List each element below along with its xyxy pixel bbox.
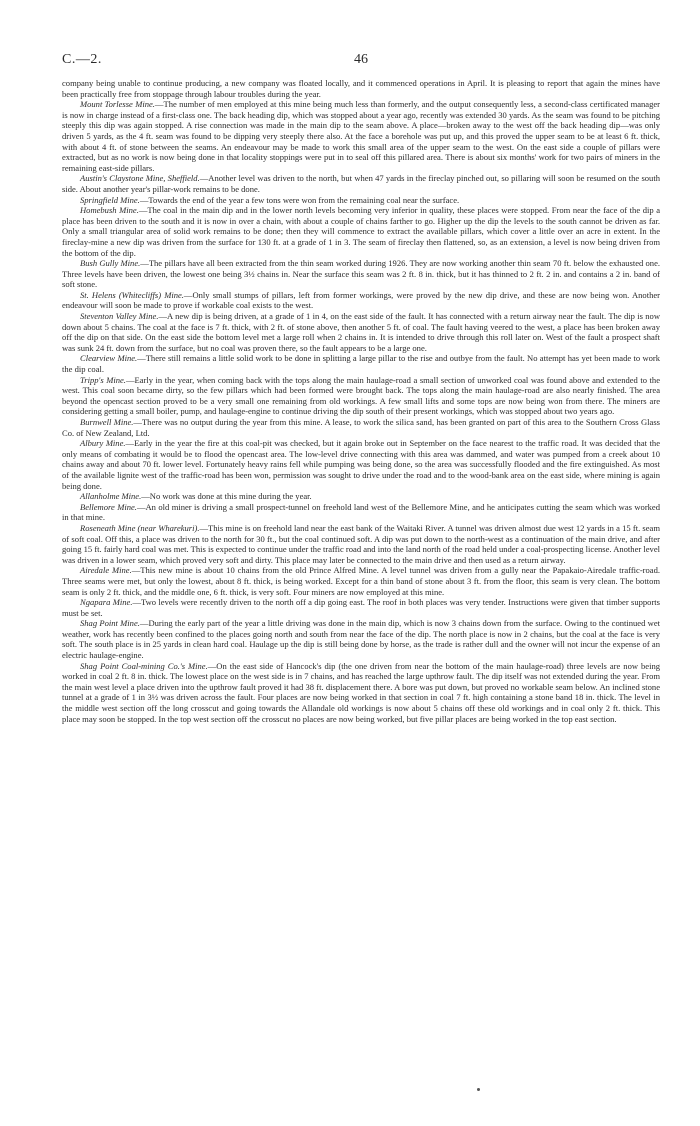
mine-title: Clearview Mine. [80,353,138,364]
paragraph-bush-gully-mine: Bush Gully Mine.—The pillars have all been extracted from the thin seam worked during 1926. They are now working another thin seam 70 ft. below the exhausted one. Three levels have been driven, the lowest one being 3½ chains in. Near the surface this seam was 2 ft. 8 in. thick, but it has thinned to 2 ft. 2 in. and contains a 2 in. band of soft stone. [62,258,661,290]
mine-title: Shag Point Coal-mining Co.'s Mine. [80,660,208,671]
paragraph-allanholme-mine: Allanholme Mine.—No work was done at this mine during the year. [80,491,312,502]
paragraph-shag-point-mine: Shag Point Mine.—During the early part of the year a little driving was done in the main dip, which is now 3 chains down from the surface. Owing to the continued wet weather, work has recently been confined to the places going north and south from near the face of the dip. The north place is now in 2 chains, but the coal at the face is very soft. The south place is in 25 yards in clean hard coal. Haulage up the dip is still being done by horse, as the trade is rather dull and the owner will not incur the expense of an electric haulage-engine. [62,618,660,661]
mine-title: Ngapara Mine. [80,597,133,608]
mine-title: St. Helens (Whitecliffs) Mine. [80,289,184,300]
mine-title: Tripp's Mine. [80,374,126,385]
mine-title: Burnwell Mine. [80,417,134,427]
paragraph-airedale-mine: Airedale Mine.—This new mine is about 10 chains from the old Prince Alfred Mine. A level tunnel was driven from a gully near the Papakaio-Airedale traffic-road. Three seams were met, but only the lowest, about 8 ft. thick, is being worked. Except for a thin band of stone about 3 ft. from the floor, this seam is very clean. The bottom seam is only 2 ft. thick, and the middle one, 6 ft. thick, is very soft. Four miners are now employed at this mine. [62,565,661,597]
mine-title: Roseneath Mine (near Wharekuri). [80,522,200,533]
paragraph-st-helens-mine: St. Helens (Whitecliffs) Mine.—Only small stumps of pillars, left from former workings, were proved by the new dip drive, and these are now being won. Another endeavour will soon be made to prove if workable coal exists to the west. [62,289,660,311]
paragraph-albury-mine: Albury Mine.—Early in the year the fire at this coal-pit was checked, but it again broke out in September on the face nearest to the traffic road. It was decided that the only means of combating it would be to flood the opencast area. The low-level drive connecting with this area was dammed, and water was pumped from a creek about 10 chains away and about 70 ft. lower level. Fortunately heavy rains fell while pumping was being done, so the area was successfully flooded and the fire extinguished. As most of the available lignite west of the traffic-road has been won, permission was sought to drive under the road and to the wood-bank area on the east side, where mining is again being done. [62,438,660,491]
mine-title: Bush Gully Mine. [80,258,141,269]
print-speck [477,1088,480,1091]
mine-title: Steventon Valley Mine. [80,311,159,322]
mine-title: Austin's Claystone Mine, Sheffield. [80,173,200,184]
mine-title: Springfield Mine. [80,194,140,205]
page-number: 46 [354,52,368,67]
paragraph-steventon-valley-mine: Steventon Valley Mine.—A new dip is being driven, at a grade of 1 in 4, on the east side of the fault. It has connected with a return airway near the fault. The dip is now down about 5 chains. The coal at the face is 7 ft. thick, with 2 ft. of stone above, then another 5 ft. of coal. The fault having veered to the west, a place has been broken away off the dip on that side. On the east side the bottom level met a large roll when 2 chains in. It is intended to drive through this roll later on. West of the fault a prospect shaft was sunk 24 ft. down from the surface, but no coal was proven there, so the fault appears to be a large one. [62,311,660,353]
paragraph-tripps-mine: Tripp's Mine.—Early in the year, when coming back with the tops along the main haulage-road a small section of unworked coal was found above and extended to the west. This coal soon became dirty, so the few pillars which had been formed were brought back. The tops along the main haulage-road are also nearly finished. The area beyond the opencast section proved to be a very small one remaining from old workings. A few small lifts and some tops are now being won from there. The miners are considering getting a small boiler, pump, and haulage-engine to continue driving the dip south of their present workings, which was stopped about two years ago. [62,374,660,417]
paragraph-burnwell-mine: Burnwell Mine.—There was no output during the year from this mine. A lease, to work the silica sand, has been granted on part of this area to the Southern Cross Glass Co. of New Zealand, Ltd. [62,417,660,438]
mine-title: Shag Point Mine. [80,618,140,629]
mine-title: Albury Mine. [80,438,126,449]
paragraph-bellemore-mine: Bellemore Mine.—An old miner is driving a small prospect-tunnel on freehold land west of the Bellemore Mine, and he anticipates cutting the seam which was worked in that mine. [62,501,661,523]
parliamentary-paper-ref: C.—2. [62,52,102,67]
mine-title: Bellemore Mine. [80,501,137,512]
mine-title: Homebush Mine. [80,205,139,216]
paragraph-springfield-mine: Springfield Mine.—Towards the end of the year a few tons were won from the remaining coal near the surface. [80,194,460,205]
mine-title: Mount Torlesse Mine. [80,99,155,110]
paragraph-homebush-mine: Homebush Mine.—The coal in the main dip and in the lower north levels becoming very inferior in quality, these places were stopped. From near the face of the dip a place has been driven to the south and it is now in over a chain, with about a couple of chains farther to go. Higher up the dip the levels to the south cannot be driven as far. Only a small triangular area of solid work remains to be done; then they will commence to extract the available pillars, which cover a little over an acre in extent. In the fireclay-mine a new dip was driven from the surface for 130 ft. at a grade of 1 in 3. The seam of fireclay then flattened, so, as an extension, a level is now being driven from the bottom of the dip. [62,205,660,258]
mine-title: Allanholme Mine. [80,491,142,502]
page-header [62,52,660,74]
mine-title: Airedale Mine. [80,565,132,576]
report-body [62,78,660,724]
paragraph-roseneath-mine: Roseneath Mine (near Wharekuri).—This mine is on freehold land near the east bank of the Waitaki River. A tunnel was driven almost due west 12 yards in a 15 ft. seam of soft coal. Off this, a place was driven to the north for 30 ft., but the coal continued soft. A dip was put down to the north-west as a continuation of the main drive, and after going 15 ft. fairly hard coal was met. This is expected to continue under the traffic road and into the land north of the road held under a coal-prospecting license. Another level was driven in a lower seam, which proved very soft and dirty. This place may later be connected to the main drive and then used as a return airway. [62,522,660,565]
paragraph-shag-point-coal-mining-co: Shag Point Coal-mining Co.'s Mine.—On the east side of Hancock's dip (the one driven from near the bottom of the main haulage-road) three levels are now being worked in coal 2 ft. 8 in. thick. The lowest place on the west side is in 7 chains, and has reached the large upthrow fault. The dip itself was not extended during the year. From the main west level a place driven into the upthrow fault proved it had 38 ft. displacement there. A bore was put down, but proved no workable seam below. An inclined stone tunnel at a grade of 1 in 3½ was driven across the fault. Four places are now being worked in that section in coal 7 ft. high containing a stone band 18 in. thick. The level in the middle west section off the long crosscut and going towards the Allandale old workings is now about 5 chains off these old workings and in coal only 2 ft. thick. This place may soon be stopped. In the top west section off the crosscut no places are now being worked, but five pillar places are being worked in the top east section. [62,660,660,724]
paragraph: company being unable to continue producing, a new company was floated locally, and it commenced operations in April. It is pleasing to report that again the mines have been practically free from stoppage through labour troubles during the year. [62,78,660,99]
paragraph-mount-torlesse-mine: Mount Torlesse Mine.—The number of men employed at this mine being much less than formerly, and the output consequently less, a second-class certificated manager is now in charge instead of a first-class one. The back heading dip, which was stopped about a year ago, recently was extended 30 yards. As the seam was found to be pitching steeply this dip was again stopped. A rise connection was made in the main dip to the seam above. A place—broken away to the west off the back heading dip—was only driven 5 yards, as the 4 ft. seam was found to be dipping very steeply there also. At the face a borehole was put up, and this proved the upper seam to be at least 6 ft. thick, with about 4 ft. of stone between the seams. An endeavour may be made to work this small area of the upper seam to the west. On the east side a couple of pillars were extracted, but as no work is now being done in that locality stoppings were put in to seal off this pillared area. There is about six months' work for two pairs of miners in the remaining east-side pillars. [62,99,661,173]
paragraph-austins-claystone-mine: Austin's Claystone Mine, Sheffield.—Another level was driven to the north, but when 47 yards in the fireclay pinched out, so pillaring will soon be resumed on the south side. About another year's pillar-work remains to be done. [62,173,660,194]
paragraph-clearview-mine: Clearview Mine.—There still remains a little solid work to be done in splitting a large pillar to the rise and outbye from the fault. No attempt has yet been made to work the dip coal. [62,353,661,375]
paragraph-ngapara-mine: Ngapara Mine.—Two levels were recently driven to the north off a dip going east. The roof in both places was very tender. Instructions were given that timber supports must be set. [62,597,660,618]
